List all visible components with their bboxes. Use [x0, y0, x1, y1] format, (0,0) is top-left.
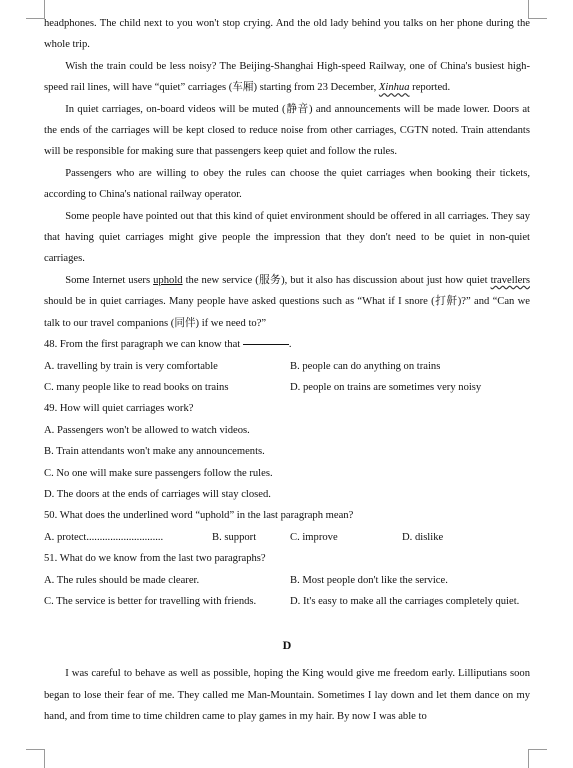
crop-mark-top-left: [26, 0, 45, 19]
crop-mark-top-right: [528, 0, 547, 19]
xinhua-source: Xinhua: [378, 82, 410, 94]
option-b: B. support: [212, 531, 257, 543]
passage-c-paragraph-6: Some Internet users uphold the new service (服务), but it also has discussion about just how quiet travellers should be in quiet carriages. Many people have asked questions such as “What if I snore (打鼾)?” and “Can we talk to our travel companions (同伴) if we need to?”: [44, 274, 530, 329]
option-b: B. Train attendants won't make any announcements.: [44, 446, 265, 458]
option-d: D. dislike: [402, 531, 444, 543]
crop-mark-bottom-left: [26, 749, 45, 768]
question-51-stem: 51. What do we know from the last two paragraphs?: [44, 553, 266, 565]
option-a: A. protect.............................: [44, 531, 164, 543]
option-d: D. The doors at the ends of carriages will stay closed.: [44, 488, 271, 500]
question-50-options: [44, 527, 530, 548]
question-48-options-row-1: [44, 356, 530, 377]
option-c: C. No one will make sure passengers follow the rules.: [44, 467, 273, 479]
question-51-options-row-2: [44, 591, 530, 612]
option-a: A. The rules should be made clearer.: [44, 574, 200, 586]
travellers-word: travellers: [490, 274, 530, 286]
passage-d-paragraph-1: I was careful to behave as well as possible, hoping the King would give me freedom early. Lilliputians soon began to lose their fear of me. They called me Man-Mountain. Sometimes I lay down and let them dance on my hand, and from time to time children came to play games in my hair. By now I was able to: [44, 668, 530, 723]
option-d: D. people on trains are sometimes very noisy: [290, 381, 482, 393]
option-c: C. The service is better for travelling with friends.: [44, 595, 257, 607]
question-51-options-row-1: [44, 570, 530, 591]
crop-mark-bottom-right: [528, 749, 547, 768]
passage-c-paragraph-2: Wish the train could be less noisy? The Beijing-Shanghai High-speed Railway, one of China's busiest high-speed rail lines, will have “quiet” carriages (车厢) starting from 23 December, Xinhua reported.: [44, 60, 530, 94]
passage-c-paragraph-3: In quiet carriages, on-board videos will be muted (静音) and announcements will be made lower. Doors at the ends of the carriages will be kept closed to reduce noise from other carriages, CGTN noted. Train attendants will be responsible for making sure that passengers keep quiet and follow the rules.: [44, 103, 530, 158]
question-50-stem: 50. What does the underlined word “uphold” in the last paragraph mean?: [44, 510, 354, 522]
option-b: B. Most people don't like the service.: [290, 574, 448, 586]
passage-c-paragraph-4: Passengers who are willing to obey the rules can choose the quiet carriages when booking their tickets, according to China's national railway operator.: [44, 167, 530, 201]
answer-blank: [243, 334, 289, 345]
question-48-stem: 48. From the first paragraph we can know that .: [44, 334, 530, 355]
question-49-stem: 49. How will quiet carriages work?: [44, 403, 194, 415]
question-48-options-row-2: [44, 377, 530, 398]
section-d-heading: D: [282, 638, 292, 653]
option-d: D. It's easy to make all the carriages completely quiet.: [290, 595, 520, 607]
option-c: C. improve: [290, 531, 338, 543]
option-a: A. Passengers won't be allowed to watch videos.: [44, 424, 250, 436]
option-c: C. many people like to read books on trains: [44, 381, 229, 393]
document-page: [44, 13, 530, 728]
option-a: A. travelling by train is very comfortable: [44, 360, 218, 372]
option-b: B. people can do anything on trains: [290, 360, 441, 372]
passage-c-paragraph-5: Some people have pointed out that this kind of quiet environment should be offered in all carriages. They say that having quiet carriages might give people the impression that they don't need to be quiet in non-quiet carriages.: [44, 210, 530, 265]
passage-c-paragraph-1: headphones. The child next to you won't stop crying. And the old lady behind you talks on her phone during the whole trip.: [44, 18, 530, 51]
underlined-word-uphold: uphold: [153, 274, 183, 286]
